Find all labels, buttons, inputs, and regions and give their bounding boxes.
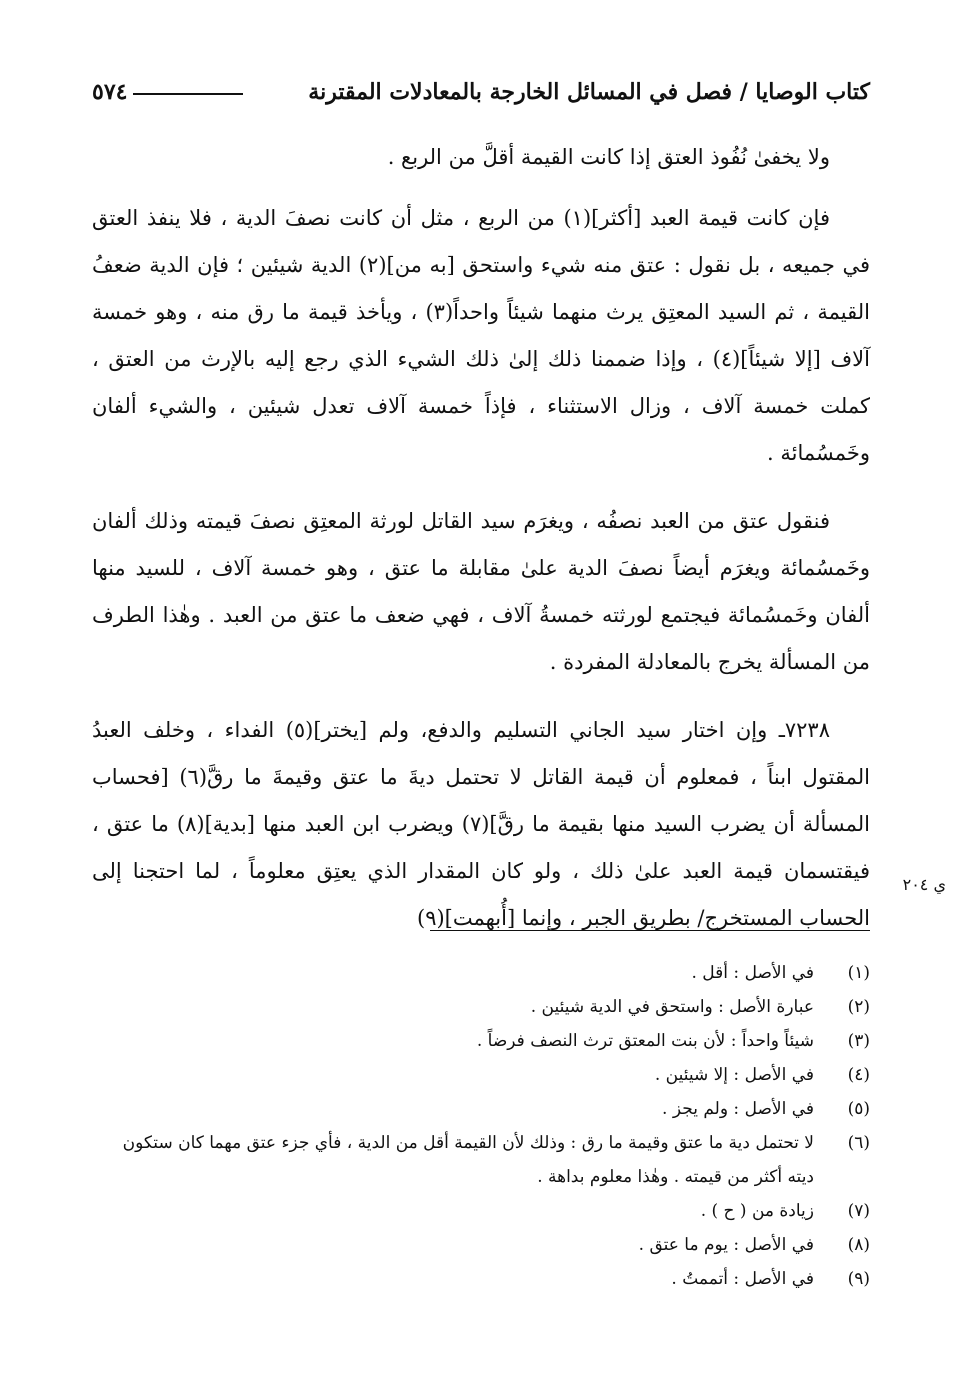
footnote-number: (٨) xyxy=(847,1235,870,1255)
footnote-text: شيئاً واحداً : لأن بنت المعتق ترث النصف فرضاً . xyxy=(476,1031,814,1051)
paragraph-1: ولا يخفىٰ نُفُوذ العتق إذا كانت القيمة أقلَّ من الربع . xyxy=(387,145,830,169)
footnote-2 xyxy=(92,990,870,1024)
footnote-7 xyxy=(92,1194,870,1228)
footnote-number: (٢) xyxy=(847,997,870,1017)
footnote-text: عبارة الأصل : واستحق في الدية شيئين . xyxy=(530,997,814,1017)
footnote-number: (٧) xyxy=(847,1201,870,1221)
footnote-text: في الأصل : أقل . xyxy=(691,963,814,983)
manuscript-folio-note: ي ٢٠٤ xyxy=(902,875,946,894)
main-text xyxy=(92,134,870,942)
footnote-text: في الأصل : أتممتُ . xyxy=(671,1269,814,1289)
footnote-number: (١) xyxy=(847,963,870,983)
footnote-number: (٥) xyxy=(847,1099,870,1119)
footnote-5 xyxy=(92,1092,870,1126)
running-header xyxy=(92,72,870,112)
footnote-text: في الأصل : إلا شيئين . xyxy=(654,1065,814,1085)
footnote-text: لا تحتمل دية ما عتق وقيمة ما رق : وذلك لأن القيمة أقل من الدية ، فأي جزء عتق مهما كان ستكون ديته أكثر من قيمته . وهٰذا معلوم بداهة . xyxy=(122,1133,814,1187)
header-title: كتاب الوصايا / فصل في المسائل الخارجة بالمعادلات المقترنة xyxy=(308,79,870,105)
page-number: ٥٧٤ xyxy=(92,79,128,105)
footnotes xyxy=(92,956,870,1296)
header-rule xyxy=(133,93,243,95)
paragraph-4: ٧٢٣٨ـ وإن اختار سيد الجاني التسليم والدفع، ولم [يختر](٥) الفداء ، وخلف العبدُ المقتول ابناً ، فمعلوم أن قيمة القاتل لا تحتمل ديةَ ما عتق وقيمةَ ما رقَّ(٦) [فحساب المسألة أن يضرب السيد منها بقيمة ما رقَّ](٧) ويضرب ابن العبد منها [بدية](٨) ما عتق ، فيقتسمان قيمة العبد علىٰ ذلك ، ولو كان المقدار الذي يعتِق معلوماً ، لما احتجنا إلى الحساب المستخرج/ بطريق الجبر ، وإنما [أُبهمت](٩) xyxy=(92,718,870,930)
footnote-4 xyxy=(92,1058,870,1092)
footnote-text: في الأصل : يوم ما عتق . xyxy=(638,1235,814,1255)
footnote-text: زيادة من ( ح ) . xyxy=(700,1201,814,1221)
footnote-8 xyxy=(92,1228,870,1262)
footnote-text: في الأصل : ولم يجز . xyxy=(662,1099,814,1119)
header-page-group xyxy=(92,79,249,105)
footnote-number: (٦) xyxy=(847,1133,870,1153)
footnote-number: (٣) xyxy=(847,1031,870,1051)
footnote-3 xyxy=(92,1024,870,1058)
footnote-1 xyxy=(92,956,870,990)
footnote-6 xyxy=(92,1126,870,1194)
footnote-number: (٤) xyxy=(847,1065,870,1085)
footnote-divider xyxy=(430,930,870,931)
paragraph-2: فإن كانت قيمة العبد [أكثر](١) من الربع ، مثل أن كانت نصفَ الدية ، فلا ينفذ العتق في جميعه ، بل نقول : عتق منه شيء واستحق [به من](٢) الدية شيئين ؛ فإن الدية ضعفُ القيمة ، ثم السيد المعتِق يرث منهما شيئاً واحداً(٣) ، ويأخذ قيمة ما رق منه ، وهو خمسة آلاف [إلا شيئاً](٤) ، وإذا ضممنا ذلك إلىٰ ذلك الشيء الذي رجع إليه بالإرث من العتق ، كملت خمسة آلاف ، وزال الاستثناء ، فإذاً خمسة آلاف تعدل شيئين ، والشيء ألفان وخَمسُمائة . xyxy=(92,206,870,465)
footnote-number: (٩) xyxy=(847,1269,870,1289)
footnote-9 xyxy=(92,1262,870,1296)
paragraph-3: فنقول عتق من العبد نصفُه ، ويغرَم سيد القاتل لورثة المعتِق نصفَ قيمته وذلك ألفان وخَمسُمائة ويغرَم أيضاً نصفَ الدية علىٰ مقابلة ما عتق ، وهو خمسة آلاف ، للسيد منها ألفان وخَمسُمائة فيجتمع لورثته خمسةُ آلاف ، فهي ضعف ما عتق من العبد . وهٰذا الطرف من المسألة يخرج بالمعادلة المفردة . xyxy=(92,509,870,674)
